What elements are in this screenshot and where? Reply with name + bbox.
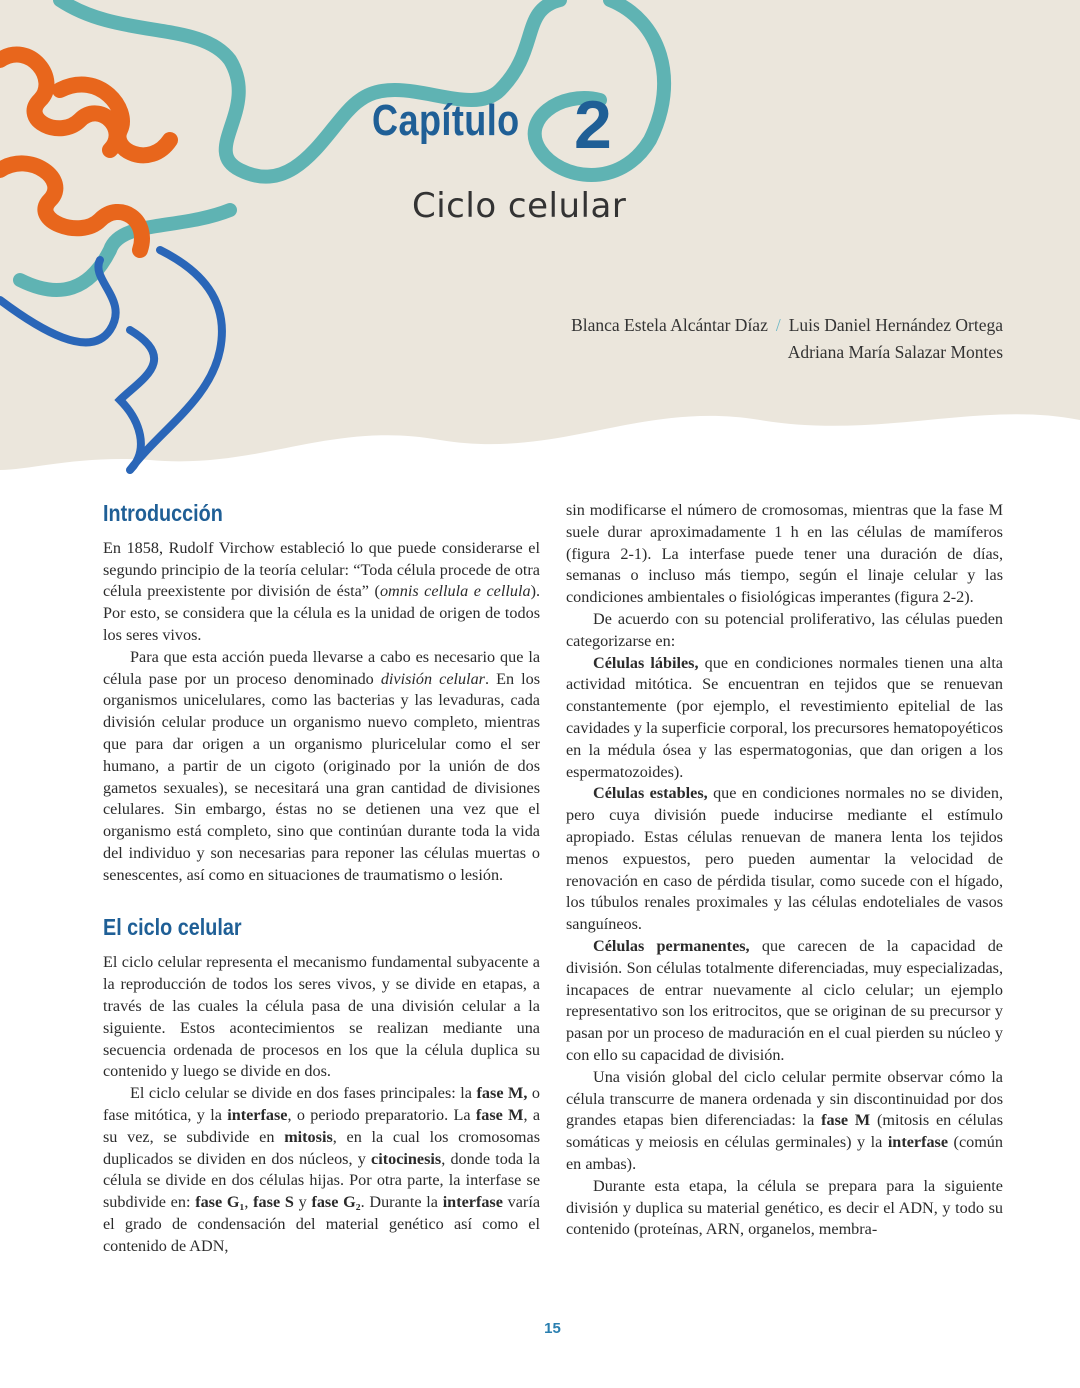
- section-heading-introduccion: Introducción: [103, 500, 223, 526]
- chapter-header-illustration: [0, 0, 1080, 480]
- text-run: Una visión global del ciclo celular permite observar cómo la célula transcurre de manera ordenada y sin discontinuidad por dos grandes etapas bien diferenciadas: la: [566, 1067, 1003, 1130]
- text-run: De acuerdo con su potencial proliferativo, las células pueden categorizarse en:: [566, 609, 1003, 650]
- author-2: Luis Daniel Hernández Ortega: [788, 315, 1003, 335]
- text-run: o fase mitótica, y la: [103, 1084, 541, 1124]
- right-body: [566, 500, 1003, 1241]
- body-paragraph: [566, 936, 1003, 1067]
- text-run: En 1858, Rudolf Virchow estableció lo que puede considerarse el segundo principio de la teoría celular: “Toda célula procede de otra célula preexistente por división de ésta” (: [103, 538, 540, 601]
- bold-term: fase G₁: [195, 1193, 245, 1212]
- text-run: ,: [244, 1193, 254, 1212]
- bold-term: fase M: [475, 1105, 524, 1124]
- page-number: 15: [544, 1320, 561, 1337]
- body-paragraph: [103, 538, 540, 647]
- text-run: (mitosis en células somáticas y meiosis en células germinales) y la: [566, 1111, 1004, 1152]
- body-paragraph: [103, 1083, 540, 1257]
- italic-term: omnis cellula e cellula: [379, 582, 531, 601]
- body-paragraph: [566, 653, 1003, 784]
- intro-body: [103, 538, 540, 887]
- bold-term: interfase: [887, 1133, 949, 1152]
- text-run: (común en ambas).: [566, 1133, 1003, 1173]
- body-paragraph: [566, 1176, 1003, 1241]
- beige-wave-background: [0, 0, 1080, 470]
- bold-term: fase M,: [476, 1084, 528, 1103]
- body-paragraph: [566, 609, 1003, 653]
- text-run: sin modificarse el número de cromosomas, mientras que la fase M suele durar aproximadamente 1 h en las células de mamíferos (figura 2-1). La interfase puede tener una duración de días, semanas o incluso más tiempo, según el linaje celular y las condiciones ambientales o fisiológicas imperantes (figura 2-2).: [566, 501, 1003, 607]
- bold-term: fase M: [821, 1111, 871, 1130]
- bold-term: fase G₂: [311, 1193, 361, 1212]
- text-run: . Durante la: [360, 1193, 443, 1212]
- chapter-title: Ciclo celular: [412, 186, 627, 226]
- italic-term: división celular: [380, 669, 485, 688]
- author-3: Adriana María Salazar Montes: [787, 342, 1003, 362]
- author-1: Blanca Estela Alcántar Díaz: [571, 315, 768, 335]
- bold-term: mitosis: [284, 1127, 333, 1146]
- body-paragraph: [566, 1067, 1003, 1176]
- text-run: ). Por esto, se considera que la célula es la unidad de origen de todos los seres vivos.: [103, 582, 540, 644]
- bold-term: Células permanentes,: [593, 936, 750, 955]
- author-separator: /: [775, 315, 781, 335]
- text-run: que en condiciones normales tienen una alta actividad mitótica. Se encuentran en tejidos que se renuevan constantemente (por ejemplo, el revestimiento epitelial de las cavidades y la superficie corporal, los precursores hematopoyéticos en la médula ósea y las espermatogonias, que dan origen a los espermatozoides).: [566, 653, 1003, 781]
- text-run: Para que esta acción pueda llevarse a cabo es necesario que la célula pase por un proceso denominado: [103, 647, 540, 688]
- text-run: y: [293, 1193, 312, 1212]
- right-column: [566, 500, 1003, 1241]
- authors: [571, 312, 1003, 366]
- bold-term: fase S: [253, 1193, 294, 1212]
- bold-term: interfase: [227, 1105, 288, 1124]
- text-run: que en condiciones normales no se dividen, pero cuya división puede inducirse mediante el estímulo apropiado. Estas células renuevan de manera lenta los tejidos menos expuestos, pero pueden aumentar la velocidad de renovación en caso de pérdida tisular, como sucede con el hígado, los túbulos renales proximales y las células endoteliales de vasos sanguíneos.: [566, 784, 1004, 934]
- section-heading-ciclo-celular: El ciclo celular: [103, 913, 242, 940]
- text-run: El ciclo celular se divide en dos fases principales: la: [130, 1084, 477, 1103]
- text-run: El ciclo celular representa el mecanismo fundamental subyacente a la reproducción de todos los seres vivos, y se divide en etapas, a través de las cuales la célula pasa de una división celular a la siguiente. Estos acontecimientos se realizan mediante una secuencia ordenada de procesos en los que la célula duplica su contenido y luego se divide en dos.: [103, 953, 540, 1081]
- left-column: [103, 500, 540, 1258]
- text-run: , donde toda la célula se divide en dos células hijas. Por otra parte, la interfase se subdivide en:: [103, 1149, 540, 1212]
- text-run: Durante esta etapa, la célula se prepara para la siguiente división y duplica su material genético, es decir el ADN, y todo su contenido (proteínas, ARN, organelos, membra-: [566, 1176, 1003, 1239]
- chapter-label: Capítulo: [372, 96, 520, 145]
- bold-term: citocinesis: [371, 1149, 442, 1168]
- body-paragraph: [103, 952, 540, 1083]
- text-run: varía el grado de condensación del material genético así como el contenido de ADN,: [103, 1193, 541, 1255]
- body-paragraph: [566, 500, 1003, 609]
- bold-term: interfase: [442, 1193, 503, 1212]
- chapter-number: 2: [574, 87, 612, 163]
- bold-term: Células estables,: [593, 784, 708, 803]
- text-run: , a su vez, se subdivide en: [103, 1105, 541, 1146]
- text-run: . En los organismos unicelulares, como las bacterias y las levaduras, cada división celular produce un organismo nuevo completo, mientras que para dar origen a un organismo pluricelular como el ser humano, a partir de un cigoto (originado por la unión de dos gametos sexuales), se necesitará una gran cantidad de divisiones celulares. Sin embargo, éstas no se detienen una vez que el organismo está completo, sino que continúan durante toda la vida del individuo y son necesarias para reponer las células muertas o senescentes, así como en situaciones de traumatismo o lesión.: [103, 669, 540, 884]
- text-run: , o periodo preparatorio. La: [287, 1105, 476, 1124]
- text-run: , en la cual los cromosomas duplicados se dividen en dos núcleos, y: [103, 1127, 540, 1168]
- ciclo-body: [103, 952, 540, 1257]
- body-paragraph: [103, 647, 540, 887]
- body-paragraph: [566, 783, 1003, 936]
- bold-term: Células lábiles,: [593, 653, 699, 672]
- text-run: que carecen de la capacidad de división. Son células totalmente diferenciadas, muy especializadas, incapaces de entrar nuevamente al ciclo celular; un ejemplo representativo son los eritrocitos, que se originan de su precursor y pasan por un proceso de maduración en el cual pierden su núcleo y con ello su capacidad de división.: [566, 936, 1003, 1064]
